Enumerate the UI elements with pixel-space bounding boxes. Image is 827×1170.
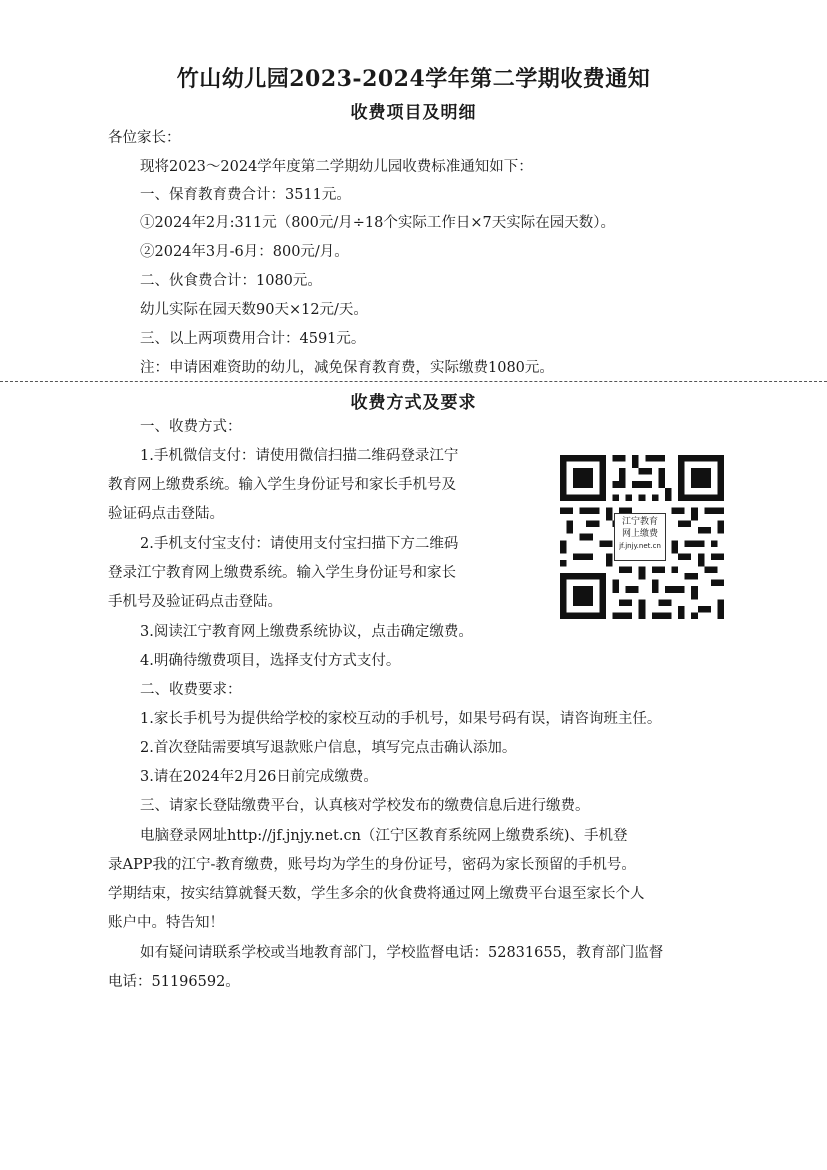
fee-line: 现将2023～2024学年度第二学期幼儿园收费标准通知如下： <box>140 159 533 175</box>
fee-line: 一、保育教育费合计：3511元。 <box>140 187 351 203</box>
qr-label-url: jf.jnjy.net.cn <box>619 542 661 550</box>
qr-label-line: 江宁教育 <box>621 517 658 527</box>
greeting: 各位家长： <box>108 130 181 146</box>
payment-line: 手机号及验证码点击登陆。 <box>108 594 282 610</box>
website-line: 录APP我的江宁-教育缴费，账号均为学生的身份证号，密码为家长预留的手机号。 <box>108 857 636 873</box>
requirement-line: 1.家长手机号为提供给学校的家校互动的手机号，如果号码有误，请咨询班主任。 <box>140 711 662 727</box>
website-line: 电脑登录网址http://jf.jnjy.net.cn（江宁区教育系统网上缴费系统)、手机登 <box>140 828 628 844</box>
qr-label-line: 网上缴费 <box>621 529 658 539</box>
payment-line: 3.阅读江宁教育网上缴费系统协议，点击确定缴费。 <box>140 624 473 640</box>
section-heading-fee-items: 收费项目及明细 <box>350 103 477 123</box>
page-title: 竹山幼儿园2023-2024学年第二学期收费通知 <box>176 66 651 92</box>
payment-line: 一、收费方式： <box>140 419 242 435</box>
refund-line: 账户中。特告知！ <box>108 915 224 931</box>
fee-line: 二、伙食费合计：1080元。 <box>140 273 322 289</box>
payment-line: 验证码点击登陆。 <box>108 506 224 522</box>
section-heading-payment: 收费方式及要求 <box>350 393 477 413</box>
refund-line: 学期结束，按实结算就餐天数，学生多余的伙食费将通过网上缴费平台退至家长个人 <box>108 886 645 902</box>
fee-line: 三、以上两项费用合计：4591元。 <box>140 331 366 347</box>
fee-line: ②2024年3月-6月：800元/月。 <box>140 244 349 260</box>
qr-logo-label <box>614 513 666 561</box>
contact-line: 如有疑问请联系学校或当地教育部门，学校监督电话：52831655，教育部门监督 <box>140 945 664 961</box>
requirement-line: 三、请家长登陆缴费平台，认真核对学校发布的缴费信息后进行缴费。 <box>140 798 590 814</box>
fee-note: 注：申请困难资助的幼儿，减免保育教育费，实际缴费1080元。 <box>140 360 554 376</box>
payment-line: 1.手机微信支付：请使用微信扫描二维码登录江宁 <box>140 448 459 464</box>
fee-line: ①2024年2月:311元（800元/月÷18个实际工作日×7天实际在园天数）。 <box>140 215 615 231</box>
payment-line: 2.手机支付宝支付：请使用支付宝扫描下方二维码 <box>140 536 459 552</box>
requirement-line: 2.首次登陆需要填写退款账户信息，填写完点击确认添加。 <box>140 740 517 756</box>
dashed-divider <box>0 381 827 382</box>
requirement-line: 3.请在2024年2月26日前完成缴费。 <box>140 769 378 785</box>
contact-line: 电话：51196592。 <box>108 974 240 990</box>
fee-line: 幼儿实际在园天数90天×12元/天。 <box>140 302 368 318</box>
payment-line: 4.明确待缴费项目，选择支付方式支付。 <box>140 653 401 669</box>
requirement-line: 二、收费要求： <box>140 682 242 698</box>
payment-line: 登录江宁教育网上缴费系统。输入学生身份证号和家长 <box>108 565 456 581</box>
payment-line: 教育网上缴费系统。输入学生身份证号和家长手机号及 <box>108 477 456 493</box>
